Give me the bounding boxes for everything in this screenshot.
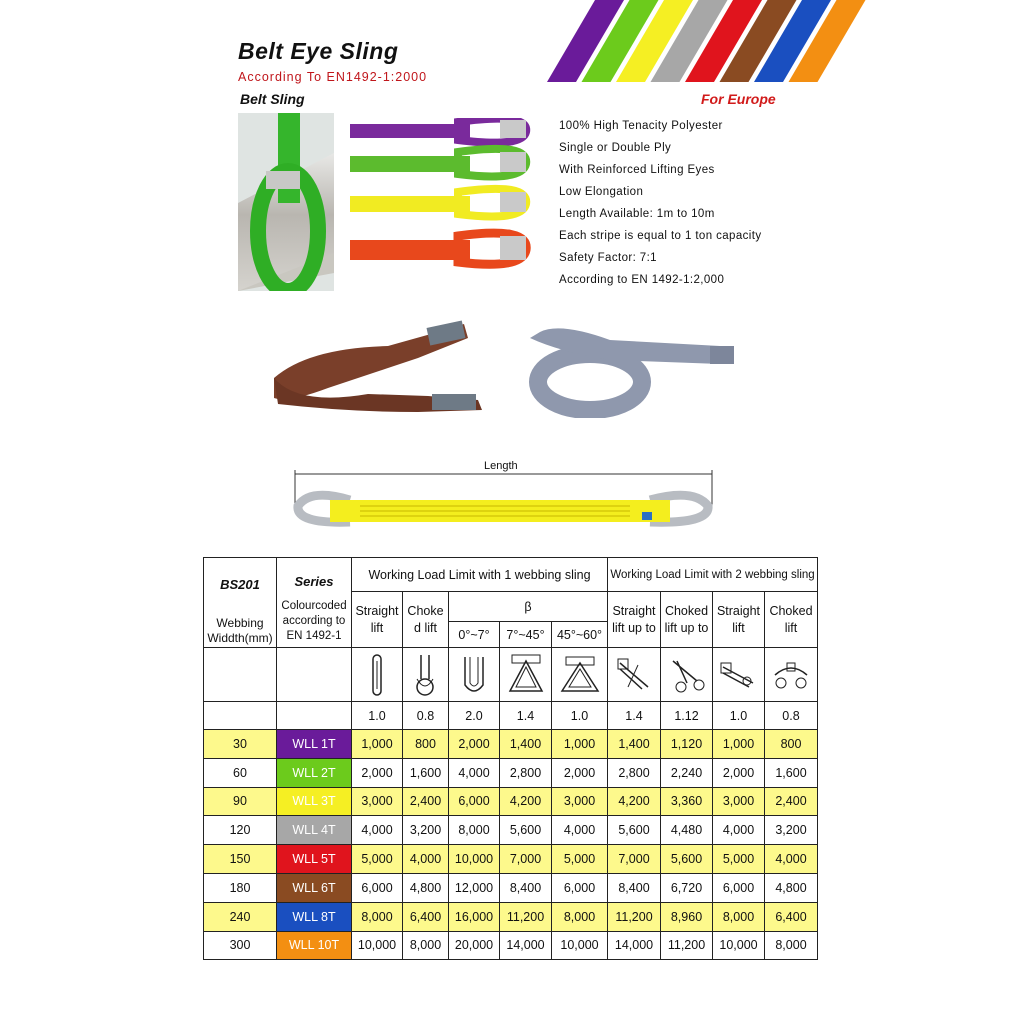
series-header-cell	[277, 558, 352, 648]
page-title: Belt Eye Sling	[238, 38, 399, 64]
feature-item: Single or Double Ply	[559, 142, 672, 154]
straight-lift-diagram-icon	[352, 648, 403, 702]
wll-value-cell: 8,960	[661, 902, 713, 931]
wll-value-cell: 10,000	[449, 845, 500, 874]
empty-cell	[204, 702, 277, 730]
wll-value-cell: 5,000	[352, 845, 403, 874]
table-row	[204, 931, 818, 960]
wll-value-cell: 7,000	[500, 845, 552, 874]
series-cell: WLL 6T	[277, 873, 352, 902]
beta-range: 0°~7°	[449, 622, 500, 648]
model-header-cell	[204, 558, 277, 648]
wll-value-cell: 2,800	[500, 758, 552, 787]
series-cell: WLL 1T	[277, 730, 352, 759]
wll-value-cell: 20,000	[449, 931, 500, 960]
webbing-width-cell: 60	[204, 758, 277, 787]
sling-length-diagram	[290, 466, 720, 530]
wll-value-cell: 4,000	[552, 816, 608, 845]
wll-value-cell: 800	[403, 730, 449, 759]
webbing-width-cell: 30	[204, 730, 277, 759]
wll-value-cell: 8,000	[352, 902, 403, 931]
wll-value-cell: 1,000	[713, 730, 765, 759]
feature-list	[559, 118, 762, 294]
wll-value-cell: 1,120	[661, 730, 713, 759]
choked-lift-diagram-icon	[403, 648, 449, 702]
wll-value-cell: 2,400	[765, 787, 818, 816]
table-row	[204, 902, 818, 931]
group2-header: Working Load Limit with 2 webbing sling	[608, 558, 818, 592]
section-heading: Belt Sling	[240, 91, 305, 107]
wll-value-cell: 6,000	[449, 787, 500, 816]
sling-on-pipe-photo	[238, 113, 334, 291]
header-choked-lift-2: Choked lift up to	[661, 592, 713, 648]
table-row	[204, 816, 818, 845]
wll-value-cell: 8,000	[713, 902, 765, 931]
wll-value-cell: 12,000	[449, 873, 500, 902]
model-label: BS201	[220, 577, 260, 592]
empty-cell	[277, 648, 352, 702]
wll-value-cell: 8,000	[552, 902, 608, 931]
two-sling-choked-icon	[661, 648, 713, 702]
wll-value-cell: 2,400	[403, 787, 449, 816]
group1-header: Working Load Limit with 1 webbing sling	[352, 558, 608, 592]
wll-value-cell: 11,200	[500, 902, 552, 931]
wll-value-cell: 3,000	[713, 787, 765, 816]
factor-cell: 1.4	[608, 702, 661, 730]
series-cell: WLL 5T	[277, 845, 352, 874]
wll-spec-table	[203, 557, 818, 960]
series-cell: WLL 10T	[277, 931, 352, 960]
wll-value-cell: 14,000	[500, 931, 552, 960]
standard-subtitle: According To EN1492-1:2000	[238, 70, 428, 84]
wll-value-cell: 10,000	[713, 931, 765, 960]
wll-value-cell: 5,000	[713, 845, 765, 874]
wll-value-cell: 6,000	[713, 873, 765, 902]
webbing-width-cell: 240	[204, 902, 277, 931]
wll-value-cell: 2,000	[352, 758, 403, 787]
wll-value-cell: 1,000	[352, 730, 403, 759]
two-sling-choked-angle-icon	[765, 648, 818, 702]
wll-value-cell: 1,600	[403, 758, 449, 787]
wll-value-cell: 16,000	[449, 902, 500, 931]
feature-item: Safety Factor: 7:1	[559, 252, 657, 264]
factor-cell: 1.12	[661, 702, 713, 730]
region-label: For Europe	[701, 91, 776, 107]
feature-item: According to EN 1492-1:2,000	[559, 274, 725, 286]
two-sling-straight-angle-icon	[713, 648, 765, 702]
basket-7-45-icon	[500, 648, 552, 702]
feature-item: Low Elongation	[559, 186, 644, 198]
series-cell: WLL 4T	[277, 816, 352, 845]
color-stripes-banner	[545, 0, 867, 82]
wll-value-cell: 1,000	[552, 730, 608, 759]
series-cell: WLL 2T	[277, 758, 352, 787]
wll-value-cell: 4,480	[661, 816, 713, 845]
table-row	[204, 787, 818, 816]
wll-value-cell: 11,200	[608, 902, 661, 931]
factor-cell: 1.0	[552, 702, 608, 730]
wll-value-cell: 4,000	[765, 845, 818, 874]
webbing-width-cell: 150	[204, 845, 277, 874]
wll-value-cell: 8,000	[449, 816, 500, 845]
wll-value-cell: 6,000	[552, 873, 608, 902]
wll-value-cell: 1,600	[765, 758, 818, 787]
wll-value-cell: 4,800	[403, 873, 449, 902]
wll-value-cell: 8,400	[608, 873, 661, 902]
wll-value-cell: 4,000	[713, 816, 765, 845]
wll-value-cell: 4,000	[403, 845, 449, 874]
webbing-width-cell: 180	[204, 873, 277, 902]
wll-value-cell: 7,000	[608, 845, 661, 874]
wll-value-cell: 3,200	[403, 816, 449, 845]
header-choked-lift: Choke d lift	[403, 592, 449, 648]
basket-vertical-icon	[449, 648, 500, 702]
factor-cell: 1.4	[500, 702, 552, 730]
empty-cell	[277, 702, 352, 730]
basket-45-60-icon	[552, 648, 608, 702]
wll-value-cell: 2,240	[661, 758, 713, 787]
wll-value-cell: 11,200	[661, 931, 713, 960]
feature-item: 100% High Tenacity Polyester	[559, 120, 723, 132]
wll-value-cell: 5,600	[608, 816, 661, 845]
factor-cell: 1.0	[713, 702, 765, 730]
feature-item: Length Available: 1m to 10m	[559, 208, 715, 220]
wll-value-cell: 14,000	[608, 931, 661, 960]
wll-value-cell: 2,000	[552, 758, 608, 787]
wll-value-cell: 800	[765, 730, 818, 759]
wll-value-cell: 2,000	[449, 730, 500, 759]
feature-item: Each stripe is equal to 1 ton capacity	[559, 230, 762, 242]
table-row	[204, 730, 818, 759]
factor-cell: 2.0	[449, 702, 500, 730]
colourcoded-label: Colourcoded according to EN 1492-1	[281, 600, 347, 642]
webbing-width-cell: 300	[204, 931, 277, 960]
feature-item: With Reinforced Lifting Eyes	[559, 164, 715, 176]
wll-value-cell: 1,400	[500, 730, 552, 759]
grey-sling-photo	[520, 312, 738, 418]
wll-value-cell: 4,000	[449, 758, 500, 787]
wll-value-cell: 3,360	[661, 787, 713, 816]
colored-eye-slings-photo	[350, 118, 540, 290]
wll-value-cell: 5,600	[661, 845, 713, 874]
wll-value-cell: 10,000	[352, 931, 403, 960]
header-beta: β	[449, 592, 608, 622]
webbing-width-cell: 120	[204, 816, 277, 845]
wll-value-cell: 8,000	[765, 931, 818, 960]
brown-sling-photo	[268, 318, 486, 414]
wll-value-cell: 4,200	[500, 787, 552, 816]
wll-value-cell: 3,000	[352, 787, 403, 816]
wll-value-cell: 2,000	[713, 758, 765, 787]
wll-value-cell: 5,000	[552, 845, 608, 874]
wll-value-cell: 8,400	[500, 873, 552, 902]
factor-cell: 0.8	[765, 702, 818, 730]
header-choked-lift-3: Choked lift	[765, 592, 818, 648]
wll-value-cell: 5,600	[500, 816, 552, 845]
webbing-width-cell: 90	[204, 787, 277, 816]
table-row	[204, 758, 818, 787]
beta-range: 7°~45°	[500, 622, 552, 648]
wll-value-cell: 3,200	[765, 816, 818, 845]
factor-cell: 0.8	[403, 702, 449, 730]
two-sling-straight-icon	[608, 648, 661, 702]
series-cell: WLL 8T	[277, 902, 352, 931]
length-label: Length	[484, 460, 518, 472]
wll-value-cell: 1,400	[608, 730, 661, 759]
wll-value-cell: 10,000	[552, 931, 608, 960]
wll-value-cell: 8,000	[403, 931, 449, 960]
webbing-width-label: Webbing Widdth(mm)	[207, 616, 273, 645]
header-straight-lift: Straight lift	[352, 592, 403, 648]
wll-value-cell: 3,000	[552, 787, 608, 816]
wll-value-cell: 2,800	[608, 758, 661, 787]
empty-cell	[204, 648, 277, 702]
table-row	[204, 845, 818, 874]
wll-value-cell: 6,720	[661, 873, 713, 902]
header-straight-lift-3: Straight lift	[713, 592, 765, 648]
wll-value-cell: 6,400	[403, 902, 449, 931]
wll-value-cell: 6,000	[352, 873, 403, 902]
wll-value-cell: 4,200	[608, 787, 661, 816]
wll-value-cell: 6,400	[765, 902, 818, 931]
factor-cell: 1.0	[352, 702, 403, 730]
header-straight-lift-2: Straight lift up to	[608, 592, 661, 648]
series-label: Series	[294, 574, 334, 589]
table-row	[204, 873, 818, 902]
beta-range: 45°~60°	[552, 622, 608, 648]
wll-value-cell: 4,000	[352, 816, 403, 845]
series-cell: WLL 3T	[277, 787, 352, 816]
wll-value-cell: 4,800	[765, 873, 818, 902]
